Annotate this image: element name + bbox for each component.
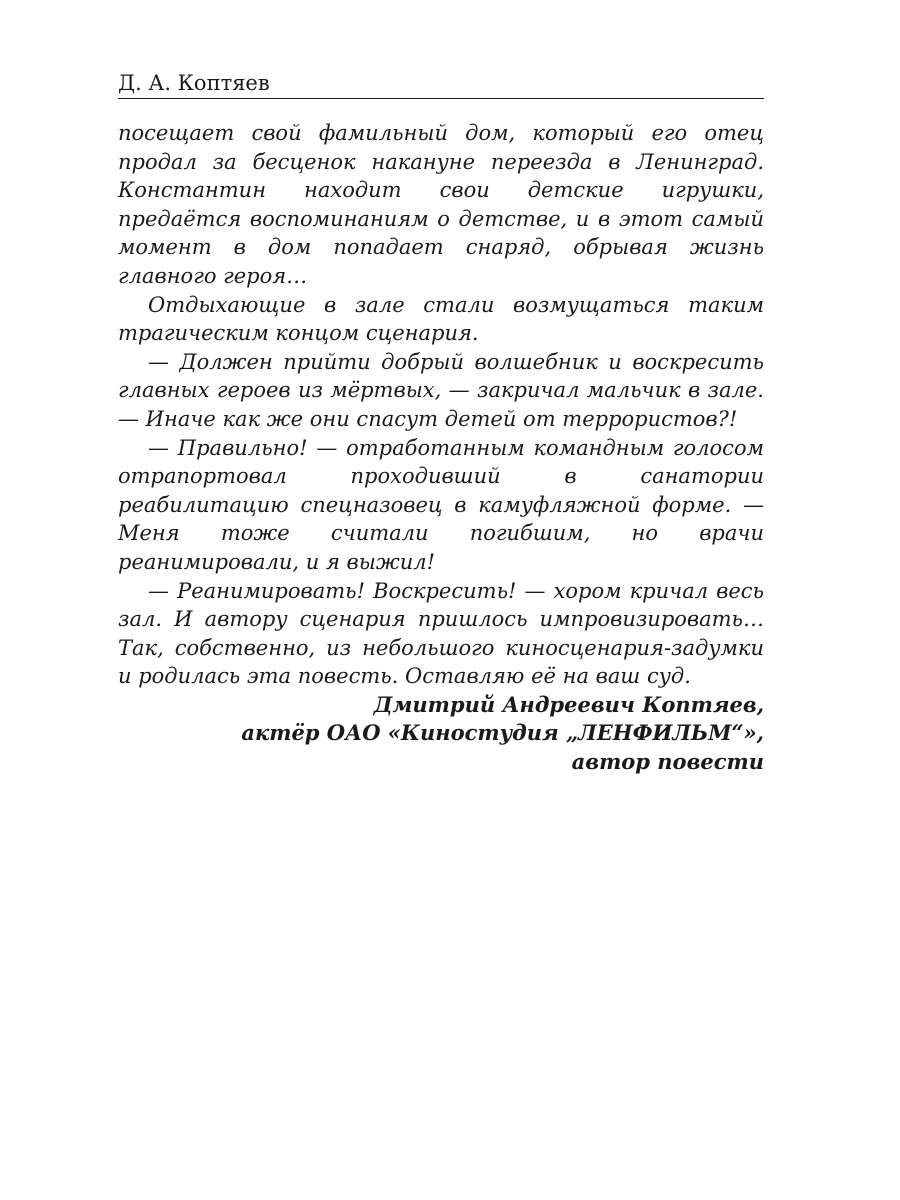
author-signature — [118, 691, 764, 777]
book-page — [118, 70, 764, 777]
paragraph-soldier-reply: — Правильно! — отработанным командным голосом отрапортовал проходивший в санатории реабилитацию спецназовец в камуфляжной форме. — Меня тоже считали погибшим, но врачи реанимировали, и я выжил! — [118, 435, 764, 574]
paragraph-continuation: посещает свой фамильный дом, который его отец продал за бесценок накануне переезда в Ленинград. Константин находит свои детские игрушки, предаётся воспоминаниям о детстве, и в этот самый момент в дом попадает снаряд, обрывая жизнь главного героя… — [118, 121, 764, 288]
body-text — [118, 119, 764, 691]
signature-name: Дмитрий Андреевич Коптяев, — [373, 691, 764, 717]
paragraph-hall-chorus: — Реанимировать! Воскресить! — хором кричал весь зал. И автору сценария пришлось импровизировать… Так, собственно, из небольшого киносценария-задумки и родилась эта повесть. Оставляю её на ваш суд. — [118, 578, 764, 689]
paragraph-audience-reaction: Отдыхающие в зале стали возмущаться таким трагическим концом сценария. — [118, 292, 764, 346]
paragraph-boy-shout: — Должен прийти добрый волшебник и воскресить главных героев из мёртвых, — закричал мальчик в зале. — Иначе как же они спасут детей от террористов?! — [118, 349, 764, 431]
signature-role: автор повести — [571, 749, 764, 775]
signature-position: актёр ОАО «Киностудия „ЛЕНФИЛЬМ“», — [241, 720, 764, 746]
running-head-author: Д. А. Коптяев — [118, 70, 764, 99]
